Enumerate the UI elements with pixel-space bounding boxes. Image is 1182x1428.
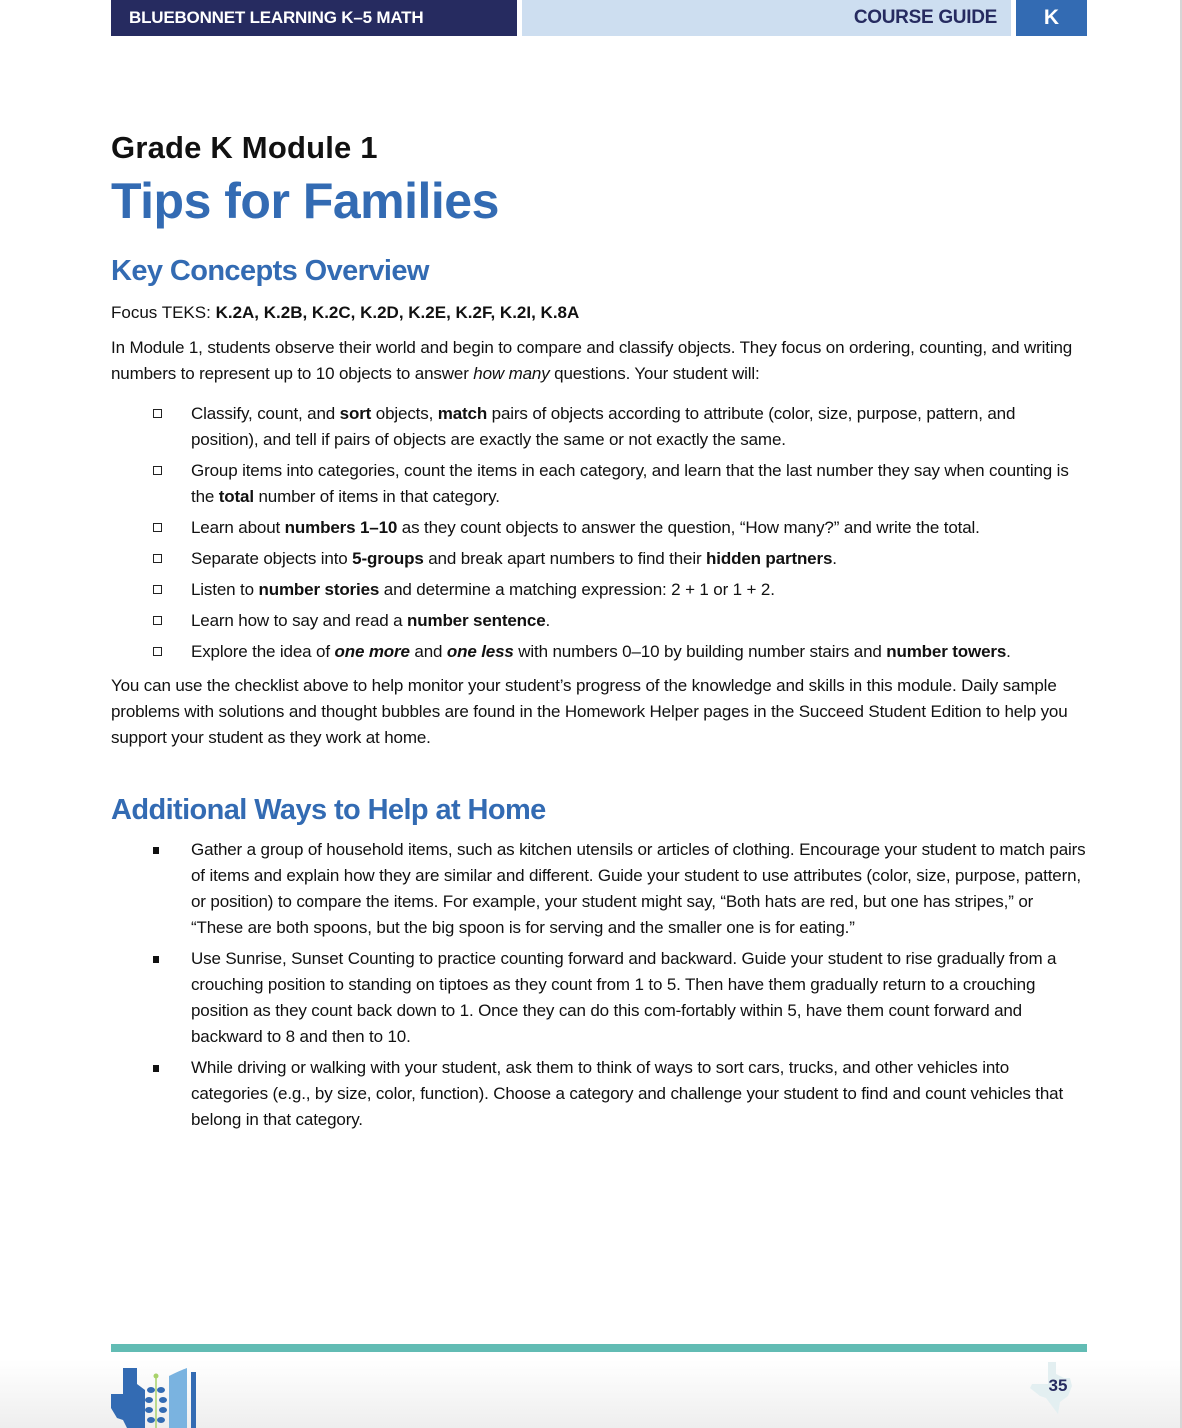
square-bullet-icon — [153, 956, 159, 963]
square-bullet-icon — [153, 1065, 159, 1072]
checklist-item: Explore the idea of one more and one less with numbers 0–10 by building number stairs and number towers. — [111, 639, 1086, 665]
closing-paragraph: You can use the checklist above to help monitor your student’s progress of the knowledge and skills in this module. Daily sample problems with solutions and thought bubbles are found in the Homework Helper pages in the Succeed Student Edition to help you support your student as they work at home. — [111, 676, 1068, 747]
focus-teks — [111, 301, 1086, 325]
page-header — [111, 0, 1087, 36]
course-guide-label: COURSE GUIDE — [522, 0, 1011, 36]
home-activities-list — [111, 837, 1086, 1133]
checkbox-icon[interactable] — [153, 616, 162, 625]
page-number: 35 — [1048, 1376, 1068, 1395]
page-number-badge — [1030, 1362, 1086, 1414]
checkbox-icon[interactable] — [153, 523, 162, 532]
checklist-item: Classify, count, and sort objects, match pairs of objects according to attribute (color, size, purpose, pattern, and position), and tell if pairs of objects are exactly the same or not exactly the same. — [111, 401, 1086, 453]
activity-item: While driving or walking with your student, ask them to think of ways to sort cars, trucks, and other vehicles into categories (e.g., by size, color, function). Choose a category and challenge your student to find and count vehicles that belong in that category. — [111, 1055, 1086, 1133]
additional-ways-heading: Additional Ways to Help at Home — [111, 794, 546, 826]
footer-divider — [111, 1344, 1087, 1352]
key-concepts-heading: Key Concepts Overview — [111, 255, 429, 287]
teks-codes: K.2A, K.2B, K.2C, K.2D, K.2E, K.2F, K.2I, K.8A — [215, 303, 580, 322]
grade-module-heading: Grade K Module 1 — [111, 130, 378, 165]
checkbox-icon[interactable] — [153, 554, 162, 563]
checkbox-icon[interactable] — [153, 647, 162, 656]
activity-item: Use Sunrise, Sunset Counting to practice counting forward and backward. Guide your student to rise gradually from a crouching position to standing on tiptoes as they count from 1 to 5. Then have them gradually return to a crouching position as they count back down to 1. Once they can do this com-fortably within 5, have them count forward and backward to 8 and then to 10. — [111, 946, 1086, 1050]
emphasis-how-many: how many — [473, 364, 550, 383]
bluebonnet-logo-icon — [111, 1368, 221, 1428]
page-content — [111, 128, 1086, 1138]
skills-checklist — [111, 401, 1086, 665]
checklist-item: Learn about numbers 1–10 as they count objects to answer the question, “How many?” and write the total. — [111, 515, 1086, 541]
checkbox-icon[interactable] — [153, 466, 162, 475]
activity-item: Gather a group of household items, such as kitchen utensils or articles of clothing. Encourage your student to match pairs of items and explain how they are similar and different. Guide your student to use attributes (color, size, purpose, pattern, or position) to compare the items. For example, your student might say, “Both hats are red, but one has stripes,” or “These are both spoons, but the big spoon is for serving and the smaller one is for eating.” — [111, 837, 1086, 941]
grade-badge: K — [1016, 0, 1087, 36]
checklist-item: Listen to number stories and determine a matching expression: 2 + 1 or 1 + 2. — [111, 577, 1086, 603]
program-title: BLUEBONNET LEARNING K–5 MATH — [111, 0, 517, 36]
checklist-item: Learn how to say and read a number sentence. — [111, 608, 1086, 634]
intro-paragraph: In Module 1, students observe their world and begin to compare and classify objects. They focus on ordering, counting, and writing numbers to represent up to 10 objects to answer how many questions. Your student will: — [111, 338, 1073, 383]
page-title: Tips for Families — [111, 173, 499, 229]
square-bullet-icon — [153, 847, 159, 854]
checkbox-icon[interactable] — [153, 585, 162, 594]
teks-label: Focus TEKS: — [111, 303, 216, 322]
checklist-item: Separate objects into 5-groups and break apart numbers to find their hidden partners. — [111, 546, 1086, 572]
checklist-item: Group items into categories, count the items in each category, and learn that the last number they say when counting is the total number of items in that category. — [111, 458, 1086, 510]
checkbox-icon[interactable] — [153, 409, 162, 418]
